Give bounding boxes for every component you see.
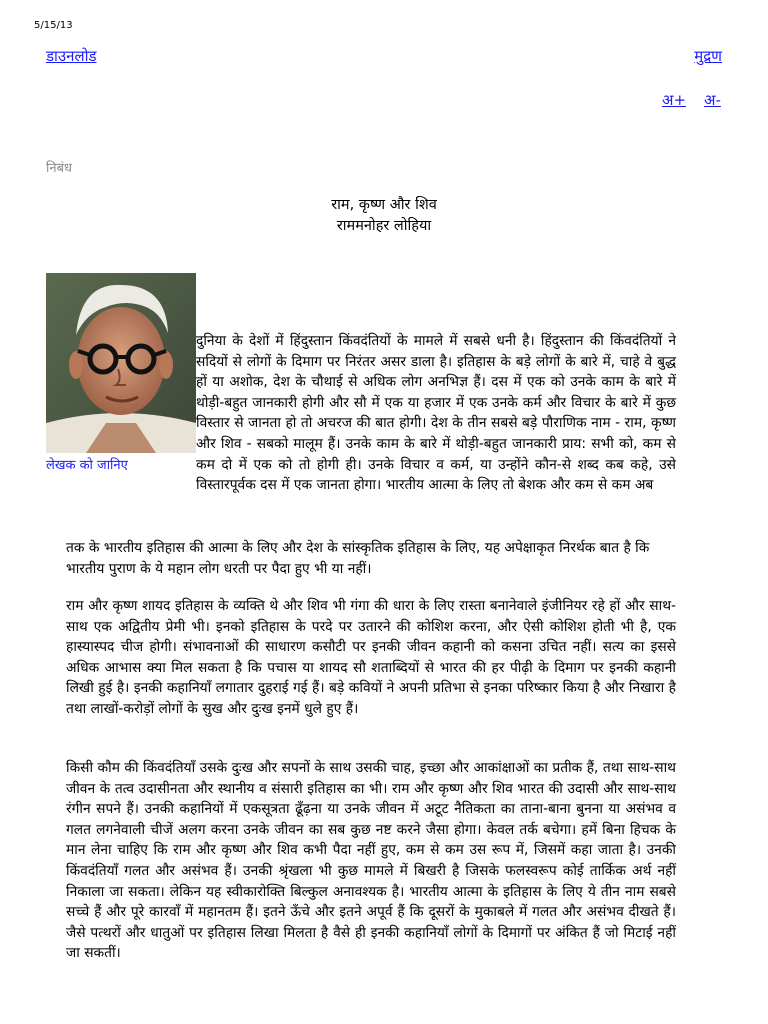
article-heading	[0, 195, 768, 237]
category-label: निबंध	[46, 161, 73, 176]
article-author: राममनोहर लोहिया	[336, 218, 432, 234]
font-increase-link[interactable]: अ+	[662, 91, 687, 109]
paragraph-1-continued: तक के भारतीय इतिहास की आत्मा के लिए और देश के सांस्कृतिक इतिहास के लिए, यह अपेक्षाकृत निरर्थक बात है कि भारतीय पुराण के ये महान लोग धरती पर पैदा हुए भी या नहीं।	[66, 540, 650, 577]
paragraph-1: दुनिया के देशों में हिंदुस्तान किंवदंतियों के मामले में सबसे धनी है। हिंदुस्तान की किंवदंतियों ने सदियों से लोगों के दिमाग पर निरंतर असर डाला है। इतिहास के बड़े लोगों के बारे में, चाहे वे बुद्ध हों या अशोक, देश के चौथाई से अधिक लोग अनभिज्ञ हैं। दस में एक को उनके काम के बारे में थोड़ी-बहुत जानकारी होगी और सौ में एक या हजार में एक उनके कर्म और विचार के बारे में कुछ विस्तार से जानता हो तो अचरज की बात होगी। देश के तीन सबसे बड़े पौराणिक नाम - राम, कृष्ण और शिव - सबको मालूम हैं। उनके काम के बारे में थोड़ी-बहुत जानकारी प्राय: सभी को, कम से कम दो में एक को तो होगी ही। उनके विचार व कर्म, या उन्होंने कौन-से शब्द कब कहे, उसे विस्तारपूर्वक दस में एक जानता होगा। भारतीय आत्मा के लिए तो बेशक और कम से कम अब	[196, 333, 676, 494]
about-author-link[interactable]: लेखक को जानिए	[46, 458, 128, 473]
print-date: 5/15/13	[34, 20, 73, 31]
download-link[interactable]: डाउनलोड	[46, 47, 97, 65]
paragraph-2: राम और कृष्ण शायद इतिहास के व्यक्ति थे और शिव भी गंगा की धारा के लिए रास्ता बनानेवाले इंजीनियर रहे हों और साथ-साथ एक अद्वितीय प्रेमी भी। इनको इतिहास के परदे पर उतारने की कोशिश करना, और ऐसी कोशिश होती भी है, एक हास्यास्पद चीज होगी। संभावनाओं की साधारण कसौटी पर इनकी जीवन कहानी को कसना उचित नहीं। सत्य का इससे अधिक आभास क्या मिल सकता है कि पचास या शायद सौ शताब्दियों से भारत की हर पीढ़ी के दिमाग पर इनकी कहानी लिखी हुई है। इनकी कहानियाँ लगातार दुहराई गई हैं। बड़े कवियों ने अपनी प्रतिभा से इनका परिष्कार किया है और निखारा है तथा लाखों-करोड़ों लोगों के सुख और दुःख इनमें धुले हुए हैं।	[66, 598, 676, 717]
font-decrease-link[interactable]: अ-	[704, 91, 721, 109]
author-photo[interactable]	[46, 273, 196, 453]
paragraph-3: किसी कौम की किंवदंतियाँ उसके दुःख और सपनों के साथ उसकी चाह, इच्छा और आकांक्षाओं का प्रतीक हैं, तथा साथ-साथ जीवन के तत्व उदासीनता और स्थानीय व संसारी इतिहास का भी। राम और कृष्ण और शिव भारत की उदासी और साथ-साथ रंगीन सपने हैं। उनकी कहानियों में एकसूत्रता ढूँढ़ना या उनके जीवन में अटूट नैतिकता का ताना-बाना बुनना या असंभव व गलत लगनेवाली चीजें अलग करना उनके जीवन का सब कुछ नष्ट करने जैसा होगा। केवल तर्क बचेगा। हमें बिना हिचक के मान लेना चाहिए कि राम और कृष्ण और शिव कभी पैदा नहीं हुए, कम से कम उस रूप में, जिसमें कहा जाता है। उनकी किंवदंतियाँ गलत और असंभव हैं। उनकी श्रृंखला भी कुछ मामले में बिखरी है जिसके फलस्वरूप कोई तार्किक अर्थ नहीं निकाला जा सकता। लेकिन यह स्वीकारोक्ति बिल्कुल अनावश्यक है। भारतीय आत्मा के इतिहास के लिए ये तीन नाम सबसे सच्चे हैं और पूरे कारवाँ में महानतम हैं। इतने ऊँचे और इतने अपूर्व हैं कि दूसरों के मुकाबले में गलत और असंभव दीखते हैं। जैसे पत्थरों और धातुओं पर इतिहास लिखा मिलता है वैसे ही इनकी कहानियाँ लोगों के दिमागों पर अंकित हैं जो मिटाई नहीं जा सकतीं।	[66, 760, 676, 962]
article-title: राम, कृष्ण और शिव	[331, 197, 437, 213]
print-link[interactable]: मुद्रण	[694, 47, 722, 65]
